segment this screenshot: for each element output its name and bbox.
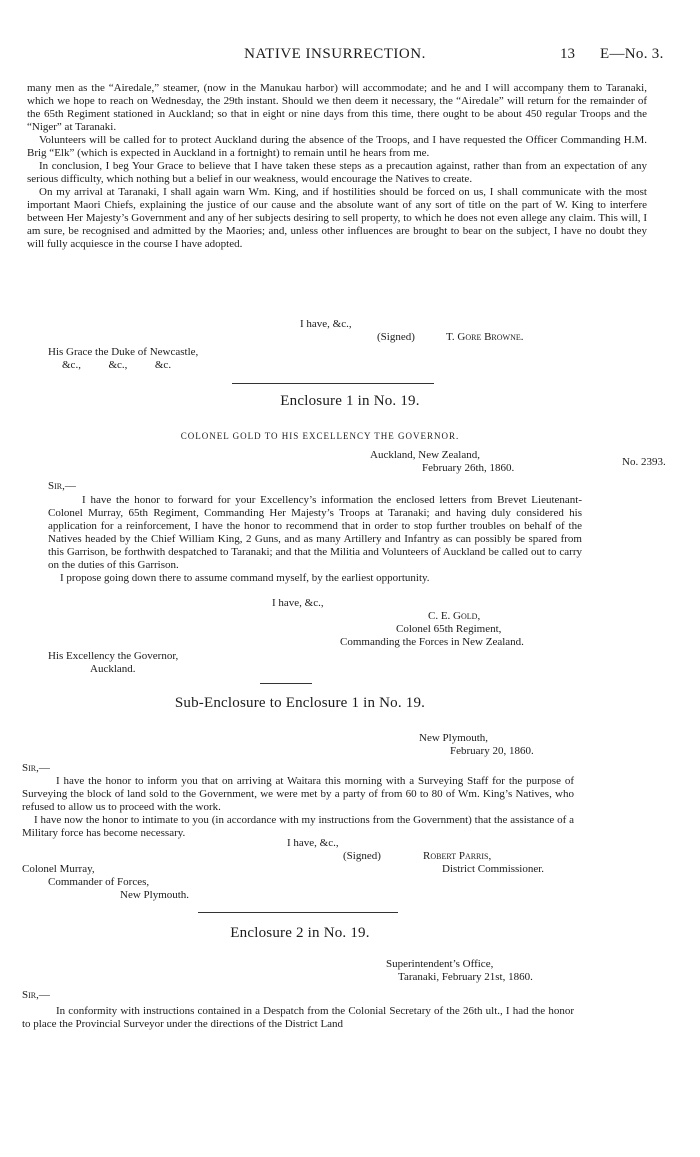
addressee: His Excellency the Governor, [48, 650, 179, 662]
paragraph: I have now the honor to intimate to you (in accordance with my instructions from the Government) that the assistance of a Military force has become necessary. [22, 814, 574, 839]
document-reference: E—No. 3. [600, 46, 664, 62]
paragraph: In conformity with instructions contained in a Despatch from the Colonial Secretary of the 26th ult., I had the honor to place the Provincial Surveyor under the directions of the District Land [22, 1005, 574, 1030]
divider [232, 383, 434, 384]
paragraph: I have the honor to inform you that on arriving at Waitara this morning with a Surveying Staff for the purpose of Surveying the block of land sold to the Government, we were met by a party of from 60 to 80 of Wm. King’s Natives, who refused to allow us to proceed with the work. [22, 775, 574, 813]
signature-role: Commanding the Forces in New Zealand. [340, 636, 524, 648]
salutation: Sir,— [22, 989, 50, 1001]
paragraph: In conclusion, I beg Your Grace to believe that I have taken these steps as a precaution against, rather than from an expectation of any serious difficulty, which nothing but a belief in our weakness, would encourage the Natives to create. [27, 160, 647, 185]
date: February 20, 1860. [450, 745, 534, 757]
closing: I have, &c., [300, 318, 352, 330]
addressee: Colonel Murray, [22, 863, 95, 875]
page-number: 13 [560, 46, 575, 62]
enclosure-title: Sub-Enclosure to Enclosure 1 in No. 19. [174, 695, 426, 711]
signature: T. Gore Browne. [446, 331, 524, 343]
signed-label: (Signed) [377, 331, 415, 343]
closing: I have, &c., [272, 597, 324, 609]
letter-body [48, 494, 582, 585]
signature-name: C. E. Gold, [428, 610, 481, 622]
margin-note: No. 2393. [622, 456, 666, 468]
date: Taranaki, February 21st, 1860. [398, 971, 533, 983]
enclosure-subtitle: COLONEL GOLD TO HIS EXCELLENCY THE GOVERNOR. [180, 431, 460, 441]
addressee-etc: &c., &c., &c. [62, 359, 172, 371]
place: Auckland, New Zealand, [370, 449, 480, 461]
date: February 26th, 1860. [422, 462, 515, 474]
signed-label: (Signed) [343, 850, 381, 862]
paragraph: Volunteers will be called for to protect Auckland during the absence of the Troops, and I have requested the Officer Commanding H.M. Brig “Elk” (which is expected in Auckland in a fortnight) to remain until he hears from me. [27, 134, 647, 159]
salutation: Sir,— [22, 762, 50, 774]
paragraph: On my arrival at Taranaki, I shall again warn Wm. King, and if hostilities should be forced on us, I shall communicate with the most important Maori Chiefs, explaining the justice of our cause and the absolute want of any sort of title on the part of W. King to interfere between Her Majesty’s Government and any of her subjects desiring to sell property, to which he does not even allege any claim. This will, I am sure, be recognised and admitted by the Maories; and, unless other influences are brought to bear on the subject, I have no doubt they will fully acquiesce in the course I have adopted. [27, 186, 647, 250]
enclosure-title: Enclosure 1 in No. 19. [280, 393, 420, 409]
page-header [0, 48, 700, 68]
signature-rank: Colonel 65th Regiment, [396, 623, 502, 635]
paragraph: I propose going down there to assume command myself, by the earliest opportunity. [60, 572, 430, 584]
addressee: His Grace the Duke of Newcastle, [48, 346, 199, 358]
signature-role: District Commissioner. [442, 863, 545, 875]
addressee-place: New Plymouth. [120, 889, 190, 901]
paragraph: I have the honor to forward for your Excellency’s information the enclosed letters from Brevet Lieutenant-Colonel Murray, 65th Regiment, Commanding Her Majesty’s Troops at Taranaki; and having duly considered his application for a reinforcement, I have the honor to recommend that in order to stop further troubles on behalf of the Natives headed by the Chief William King, 2 Guns, and as many Artillery and Infantry as can possibly be spared from this Garrison, be forthwith despatched to Taranaki; and that the Militia and Volunteers of Auckland be called out to carry on the duties of this Garrison. [48, 494, 582, 571]
signature-name: Robert Parris, [423, 850, 492, 862]
paragraph: many men as the “Airedale,” steamer, (now in the Manukau harbor) will accommodate; and he and I will accompany them to Taranaki, which we hope to reach on Wednesday, the 29th instant. Should we then deem it necessary, the “Airedale” will return for the remainder of the 65th Regiment stationed in Auckland; so that in eight or nine days from this time, there ought to be about 450 regular Troops and the “Niger” at Taranaki. [27, 82, 647, 133]
divider [260, 683, 312, 684]
place: Superintendent’s Office, [386, 958, 494, 970]
salutation: Sir,— [48, 480, 76, 492]
letter-body [22, 775, 574, 840]
divider [198, 912, 398, 913]
addressee-title: Commander of Forces, [48, 876, 150, 888]
enclosure-title: Enclosure 2 in No. 19. [230, 925, 370, 941]
running-title: NATIVE INSURRECTION. [244, 46, 426, 62]
letter-body [22, 1005, 574, 1031]
letter-body [27, 82, 647, 251]
place: New Plymouth, [419, 732, 489, 744]
addressee-place: Auckland. [90, 663, 136, 675]
closing: I have, &c., [287, 837, 339, 849]
